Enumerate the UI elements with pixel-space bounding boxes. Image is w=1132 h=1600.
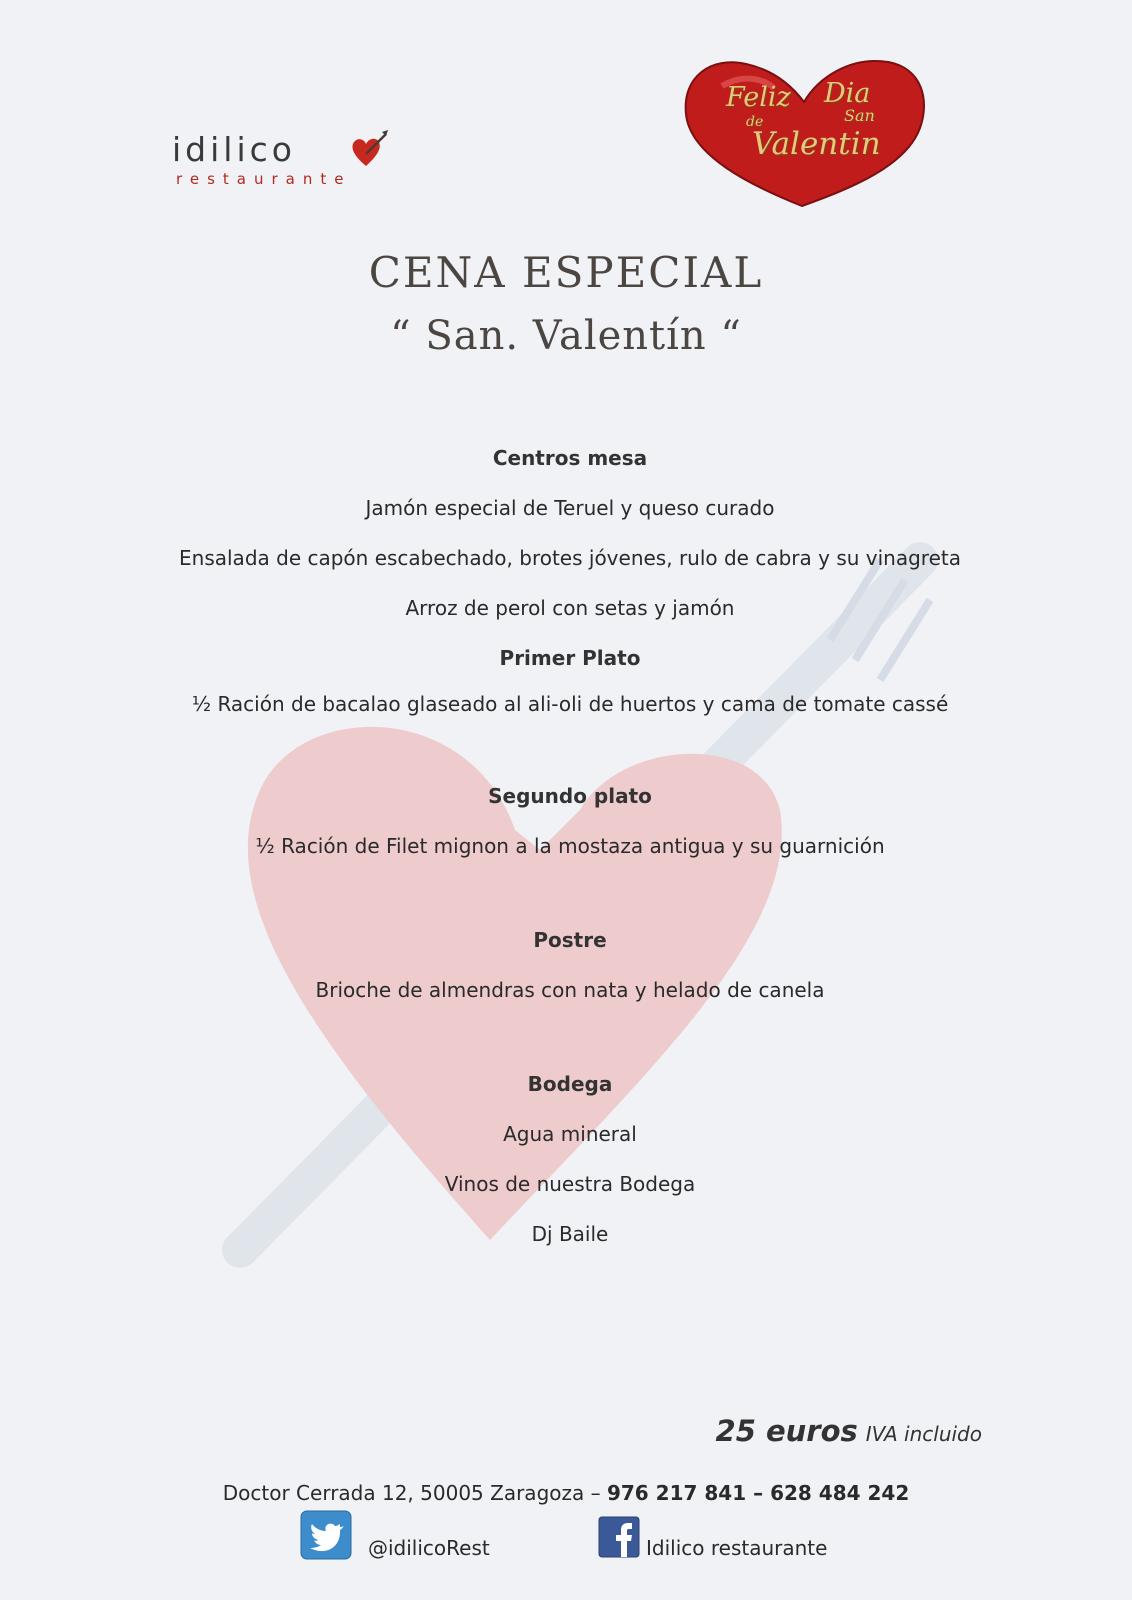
page-subtitle: “ San. Valentín “ [390, 313, 742, 359]
menu-section-segundo [150, 782, 990, 862]
menu-section-primer [150, 644, 990, 720]
twitter-handle: @idilicoRest [368, 1536, 490, 1560]
section-heading: Centros mesa [492, 446, 648, 470]
logo-tagline: restaurante [176, 170, 352, 188]
restaurant-logo [172, 132, 351, 188]
logo-name: idilico [172, 130, 296, 169]
balloon-text-valentin: Valentin [752, 126, 881, 162]
menu-section-postre [150, 926, 990, 1006]
contact-line [0, 1481, 1132, 1505]
balloon-text-de: de [746, 114, 764, 130]
menu-item: Vinos de nuestra Bodega [444, 1172, 696, 1196]
menu-item: ½ Ración de bacalao glaseado al ali-oli de huertos y cama de tomate cassé [191, 692, 949, 716]
section-heading: Postre [533, 928, 607, 952]
menu-section-bodega [150, 1070, 990, 1250]
menu-item: Dj Baile [531, 1222, 609, 1246]
valentine-balloon [682, 56, 930, 212]
balloon-text-san: San [844, 106, 875, 125]
section-heading: Segundo plato [488, 784, 652, 808]
menu [150, 444, 990, 1250]
balloon-text-dia: Dia [824, 78, 871, 109]
price-amount: 25 euros [715, 1414, 858, 1448]
facebook-page-name: Idilico restaurante [646, 1536, 828, 1560]
menu-item: Ensalada de capón escabechado, brotes jóvenes, rulo de cabra y su vinagreta [179, 546, 961, 570]
price [716, 1414, 982, 1448]
menu-item: ½ Ración de Filet mignon a la mostaza antigua y su guarnición [255, 834, 885, 858]
menu-section-centros [150, 444, 990, 624]
heart-arrow-icon [348, 128, 388, 176]
menu-item: Jamón especial de Teruel y queso curado [365, 496, 775, 520]
menu-item: Arroz de perol con setas y jamón [405, 596, 735, 620]
menu-item: Agua mineral [503, 1122, 637, 1146]
page-title: CENA ESPECIAL [368, 248, 764, 297]
section-heading: Bodega [527, 1072, 613, 1096]
twitter-icon [300, 1510, 352, 1560]
balloon-text-feliz: Feliz [726, 82, 791, 113]
section-heading: Primer Plato [499, 646, 641, 670]
price-note: IVA incluido [865, 1422, 982, 1446]
phone-numbers: 976 217 841 – 628 484 242 [606, 1481, 910, 1505]
menu-item: Brioche de almendras con nata y helado de canela [315, 978, 825, 1002]
facebook-icon [598, 1516, 640, 1558]
address: Doctor Cerrada 12, 50005 Zaragoza – [222, 1481, 607, 1505]
